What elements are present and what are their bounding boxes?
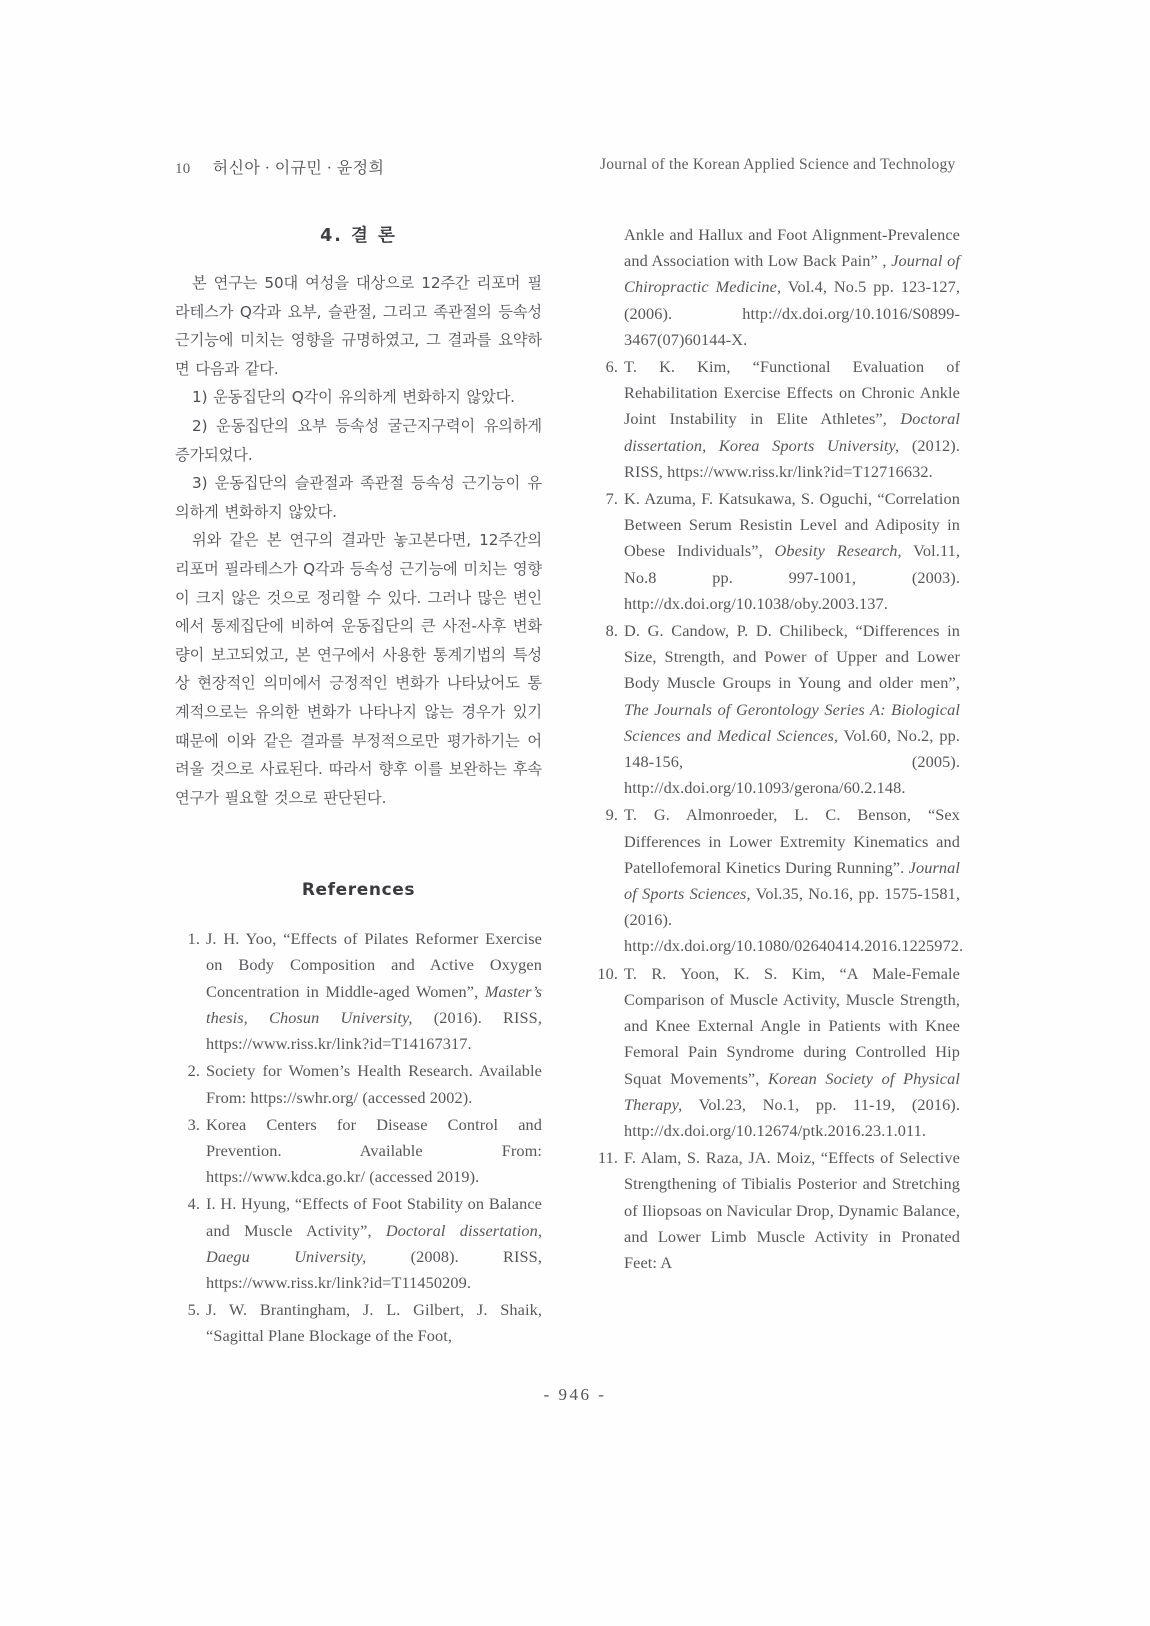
reference-text: F. Alam, S. Raza, JA. Moiz, “Effects of Selective Strengthening of Tibialis Posterior and Stretching of Iliopsoas on Navicular Drop, Dynamic Balance, and Lower Limb Muscle Activity in Pronated Feet: A [624,1148,960,1272]
conclusion-body [175,269,542,812]
conclusion-paragraph: 위와 같은 본 연구의 결과만 놓고본다면, 12주간의 리포머 필라테스가 Q각과 등속성 근기능에 미치는 영향이 크지 않은 것으로 정리할 수 있다. 그러나 많은 변인에서 통제집단에 비하여 운동집단의 큰 사전-사후 변화량이 보고되었고, 본 연구에서 사용한 통계기법의 특성상 현장적인 의미에서 긍정적인 변화가 나타났어도 통계적으로는 유의한 변화가 나타나지 않는 경우가 있기 때문에 이와 같은 결과를 부정적으로만 평가하기는 어려울 것으로 사료된다. 따라서 향후 이를 보완하는 후속 연구가 필요할 것으로 판단된다. [175,531,542,807]
reference-item [175,1191,542,1296]
reference-number: 1. [187,929,200,949]
running-head-page-number: 10 [175,161,191,177]
reference-text: (2016). RISS, https://www.riss.kr/link?id=T14167317. [206,1007,542,1054]
running-head [175,155,975,179]
reference-number: 2. [187,1061,200,1081]
conclusion-paragraph: 2) 운동집단의 요부 등속성 굴근지구력이 유의하게 증가되었다. [175,416,542,464]
reference-number: 3. [187,1114,200,1134]
reference-body [206,1112,542,1191]
references-heading: References [301,880,416,901]
reference-text: Vol.60, No.2, pp. 148-156, (2005). http://dx.doi.org/10.1093/gerona/60.2.148. [624,725,960,798]
left-column [175,222,542,1351]
reference-item [175,1058,542,1110]
reference-source-italic: Journal of Sports Sciences, [624,857,960,904]
reference-number: 10. [597,963,618,983]
reference-source-italic: Doctoral dissertation, Korea Sports University, [624,409,960,455]
reference-item [593,486,960,617]
reference-item [593,1145,960,1276]
reference-body [624,961,960,1144]
reference-text: J. W. Brantingham, J. L. Gilbert, J. Shaik, “Sagittal Plane Blockage of the Foot, [206,1300,542,1346]
running-head-authors: 허신아 · 이규민 · 윤정희 [212,160,385,177]
reference-text: Vol.35, No.16, pp. 1575-1581, (2016). http://dx.doi.org/10.1080/02640414.2016.1225972. [624,884,964,956]
section-title-conclusion: 4. 결 론 [320,226,397,246]
reference-item [175,1297,542,1349]
reference-text: T. R. Yoon, K. S. Kim, “A Male-Female Comparison of Muscle Activity, Muscle Strength, and Knee External Angle in Patients with Knee Femoral Pain Syndrome during Controlled Hip Squat Movements”, [624,963,960,1088]
reference-list-left [175,926,542,1349]
reference-number: 9. [605,805,618,825]
reference-source-italic: Journal of Chiropractic Medicine, [624,251,960,297]
reference-text: K. Azuma, F. Katsukawa, S. Oguchi, “Correlation Between Serum Resistin Level and Adiposity in Obese Individuals”, [624,489,960,561]
reference-source-italic: Doctoral dissertation, Daegu University, [206,1220,542,1266]
reference-source-italic: Master’s thesis, Chosun University, [206,981,542,1027]
reference-text: T. G. Almonroeder, L. C. Benson, “Sex Differences in Lower Extremity Kinematics and Patellofemoral Kinetics During Running”. [624,805,960,877]
reference-body [624,486,960,617]
reference-item [593,961,960,1144]
reference-body [206,926,542,1057]
reference-continuation [624,222,960,353]
content-columns [175,222,975,1346]
reference-item [593,354,960,485]
reference-number: 4. [187,1194,200,1214]
reference-text: J. H. Yoo, “Effects of Pilates Reformer Exercise on Body Composition and Active Oxygen Concentration in Middle-aged Women”, [206,929,542,1001]
reference-body [624,1145,960,1276]
reference-list-right [593,354,964,1276]
reference-text: Ankle and Hallux and Foot Alignment-Prevalence and Association with Low Back Pain” , [624,225,960,271]
reference-source-italic: Korean Society of Physical Therapy, [624,1068,960,1114]
reference-text: Vol.4, No.5 pp. 123-127, (2006). http://dx.doi.org/10.1016/S0899-3467(07)60144-X. [624,277,960,349]
reference-item [175,926,542,1057]
reference-text: Vol.11, No.8 pp. 997-1001, (2003). http://dx.doi.org/10.1038/oby.2003.137. [624,541,960,613]
reference-number: 8. [605,621,618,641]
reference-text: Korea Centers for Disease Control and Prevention. Available From: https://www.kdca.go.kr/ (accessed 2019). [206,1114,542,1187]
reference-text: (2012). RISS, https://www.riss.kr/link?id=T12716632. [624,435,960,481]
reference-text: I. H. Hyung, “Effects of Foot Stability on Balance and Muscle Activity”, [206,1194,542,1240]
reference-number: 6. [605,357,618,377]
reference-text: D. G. Candow, P. D. Chilibeck, “Differences in Size, Strength, and Power of Upper and Lower Body Muscle Groups in Young and older men”, [624,621,960,693]
reference-text: T. K. Kim, “Functional Evaluation of Rehabilitation Exercise Effects on Chronic Ankle Joint Instability in Elite Athletes”, [624,357,960,429]
conclusion-paragraph: 본 연구는 50대 여성을 대상으로 12주간 리포머 필라테스가 Q각과 요부, 슬관절, 그리고 족관절의 등속성 근기능에 미치는 영향을 규명하였고, 그 결과를 요약하면 다음과 같다. [175,274,542,378]
reference-body [624,618,960,801]
reference-text: Society for Women’s Health Research. Available From: https://swhr.org/ (accessed 2002). [206,1061,542,1107]
reference-item [593,802,964,959]
reference-text: Vol.23, No.1, pp. 11-19, (2016). http://dx.doi.org/10.12674/ptk.2016.23.1.011. [624,1094,960,1140]
conclusion-paragraph: 1) 운동집단의 Q각이 유의하게 변화하지 않았다. [192,388,515,407]
reference-item [175,1112,542,1191]
reference-body [206,1297,542,1349]
reference-body [624,802,964,959]
reference-body [206,1191,542,1296]
reference-source-italic: The Journals of Gerontology Series A: Biological Sciences and Medical Sciences, [624,699,960,745]
conclusion-paragraph: 3) 운동집단의 슬관절과 족관절 등속성 근기능이 유의하게 변화하지 않았다. [175,474,542,521]
running-head-journal-title: Journal of the Korean Applied Science and Technology [600,156,956,173]
reference-body [206,1058,542,1110]
reference-body [624,354,960,485]
spacer [175,812,542,880]
reference-text: (2008). RISS, https://www.riss.kr/link?id=T11450209. [206,1246,543,1292]
right-column [593,222,964,1277]
reference-source-italic: Obesity Research, [774,541,902,561]
reference-number: 5. [187,1300,200,1320]
page-footer: - 946 - [543,1385,607,1404]
reference-item [593,618,960,801]
reference-number: 11. [597,1148,618,1168]
reference-number: 7. [605,489,618,509]
